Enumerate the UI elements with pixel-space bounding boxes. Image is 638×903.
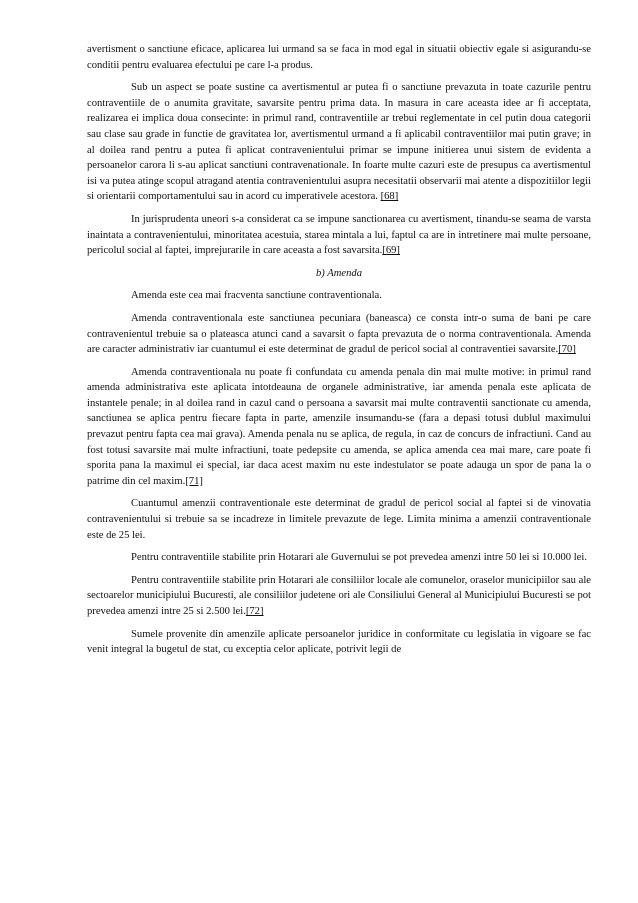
paragraph-2: Sub un aspect se poate sustine ca avertismentul ar putea fi o sanctiune prevazuta in toate cazurile pentru contraventiile de o anumita gravitate, savarsite pentru prima data. In masura in care aceasta idee ar fi acceptata, realizarea ei implica doua consecinte: in primul rand, contraventiile ar trebui reglementate in cel putin doua categorii sau clase sau grade in functie de gravitatea lor, avertismentul urmand a fi aplicabil contraventiilor mai putin grave; in al doilea rand pentru a putea fi aplicat contravenientului primar se impune initierea unui sistem de evidenta a persoanelor carora li s-au aplicat sanctiuni contravenationale. In foarte multe cazuri este de presupus ca avertismentul isi va putea atinge scopul atragand atentia contravenientului asupra necesitatii observarii mai atente a dispozitiilor legii si orientarii comportamentului sau in acord cu imperativele acestora. [68] (87, 82, 591, 203)
paragraph-4: Amenda este cea mai fracventa sanctiune contraventionala. (131, 290, 382, 302)
footnote-ref-70[interactable]: [70] (558, 344, 576, 356)
footnote-ref-69[interactable]: [69] (382, 245, 400, 257)
paragraph-9: Pentru contraventiile stabilite prin Hotarari ale consiliilor locale ale comunelor, oraselor municipiilor sau ale sectoarelor municipiului Bucuresti, ale consiliilor judetene ori ale Consiliului General al Municipiului Bucuresti se pot prevedea amenzi intre 25 si 2.500 lei.[72] (87, 574, 591, 617)
paragraph-6: Amenda contraventionala nu poate fi confundata cu amenda penala din mai multe motive: in primul rand amenda administrativa este aplicata intotdeauna de organele administrative, iar amenda penala este aplicata de instantele penale; in al doilea rand in cazul cand o persoana a savarsit mai multe contraventii sanctionate cu amenda, sanctiunea se aplica pentru fiecare fapta in parte, amenzile insumandu-se (fara a depasi totusi dublul maximului prevazut pentru fapta cea mai grava). Amenda penala nu se aplica, de regula, in caz de concurs de infractiuni. Cand au fost totusi savarsite mai multe infractiuni, toate pedepsite cu amenda, se aplica amenda cea mai mare, care poate fi sporita pana la maximul ei special, iar daca acest maxim nu este indestulator se poate adauga un spor de pana la o patrime din cel maxim.[71] (87, 366, 591, 487)
footnote-ref-71[interactable]: [71] (185, 475, 203, 487)
footnote-ref-68[interactable]: [68] (380, 191, 399, 203)
footnote-ref-72[interactable]: [72] (245, 606, 264, 617)
paragraph-10: Sumele provenite din amenzile aplicate persoanelor juridice in conformitate cu legislatia in vigoare se fac venit integral la bugetul de stat, cu exceptia celor aplicate, potrivit legii de (87, 628, 591, 656)
paragraph-5: Amenda contraventionala este sanctiunea pecuniara (baneasca) ce consta intr-o suma de bani pe care contravenientul trebuie sa o plateasca atunci cand a savarsit o fapta prevazuta de o norma contraventionala. Amenda are caracter administrativ iar cuantumul ei este determinat de gradul de pericol social al contraventiei savarsite.[70] (87, 312, 591, 356)
paragraph-7: Cuantumul amenzii contraventionale este determinat de gradul de pericol social al faptei si de vinovatia contravenientului si trebuie sa se incadreze in limitele prevazute de lege. Limita minima a amenzii contraventionale este de 25 lei. (87, 498, 591, 541)
paragraph-8: Pentru contraventiile stabilite prin Hotarari ale Guvernului se pot prevedea amenzi intre 50 lei si 10.000 lei. (131, 552, 587, 564)
paragraph-1: avertisment o sanctiune eficace, aplicarea lui urmand sa se faca in mod egal in situatii obiectiv egale si asigurandu-se conditii pentru evaluarea efectului pe care l-a produs. (87, 44, 591, 71)
paragraph-3: In jurisprudenta uneori s-a considerat ca se impune sanctionarea cu avertisment, tinandu-se seama de varsta inaintata a contravenientului, minoritatea acestuia, starea mintala a lui, faptul ca are in intretinere mai multe persoane, pericolul social al faptei, imprejurarile in care aceasta a fost savarsita.[69] (87, 213, 591, 257)
section-heading: b) Amenda (316, 267, 362, 279)
